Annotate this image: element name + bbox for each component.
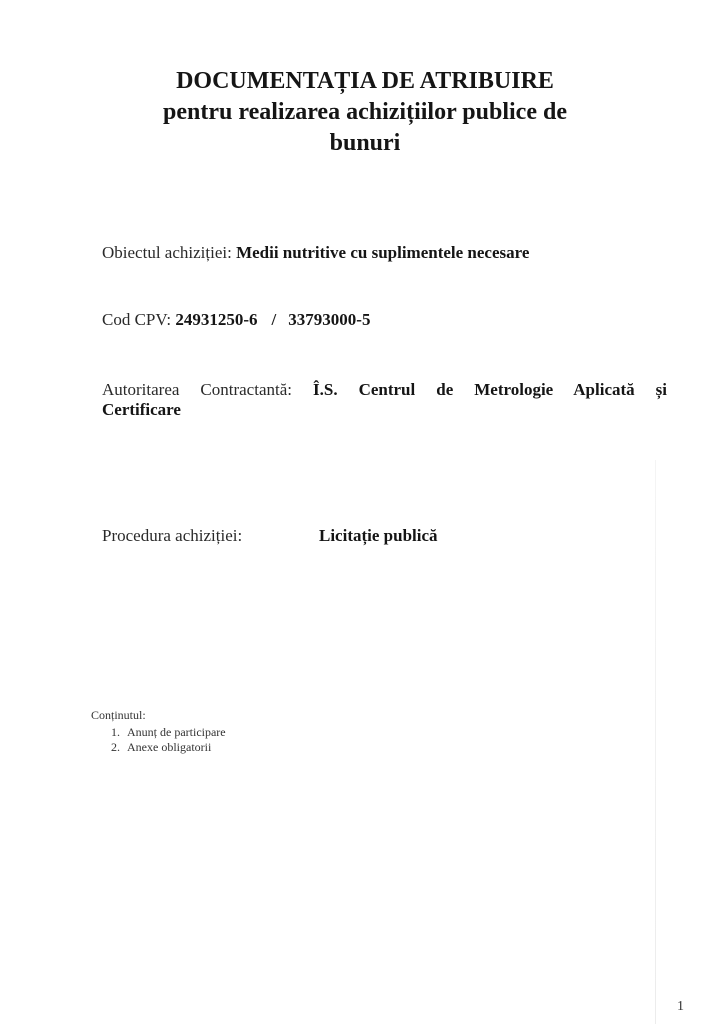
contents-section	[91, 708, 226, 755]
cpv-label: Cod CPV:	[102, 310, 172, 329]
scan-artifact-line	[655, 460, 656, 1024]
contents-heading: Conținutul:	[91, 708, 146, 722]
procedura-value: Licitație publică	[319, 526, 438, 545]
procedura-label: Procedura achiziției:	[102, 526, 243, 545]
cpv-code-2: 33793000-5	[288, 310, 371, 329]
autoritate-row	[102, 380, 667, 400]
contents-item: 2. Anexe obligatorii	[123, 740, 226, 755]
obiect-row	[102, 243, 529, 263]
cpv-row	[102, 310, 370, 330]
title-line-2: pentru realizarea achizițiilor publice de	[163, 99, 567, 125]
cpv-separator: /	[271, 310, 277, 329]
obiect-value: Medii nutritive cu suplimentele necesare	[236, 243, 530, 262]
title-line-3: bunuri	[329, 130, 401, 156]
contents-list	[91, 725, 226, 755]
obiect-label: Obiectul achiziției:	[102, 243, 232, 262]
autoritate-value-line-1: Î.S. Centrul de Metrologie Aplicată și	[313, 380, 668, 399]
procedura-row	[102, 526, 438, 546]
cpv-code-1: 24931250-6	[175, 310, 258, 329]
autoritate-value-line-2: Certificare	[102, 400, 181, 419]
document-title	[80, 66, 650, 159]
autoritate-label: Autoritarea Contractantă:	[102, 380, 292, 399]
contents-item: 1. Anunț de participare	[123, 725, 226, 740]
title-line-1: DOCUMENTAȚIA DE ATRIBUIRE	[176, 68, 554, 94]
page-number: 1	[677, 999, 684, 1014]
autoritate-row-continued	[102, 400, 181, 420]
